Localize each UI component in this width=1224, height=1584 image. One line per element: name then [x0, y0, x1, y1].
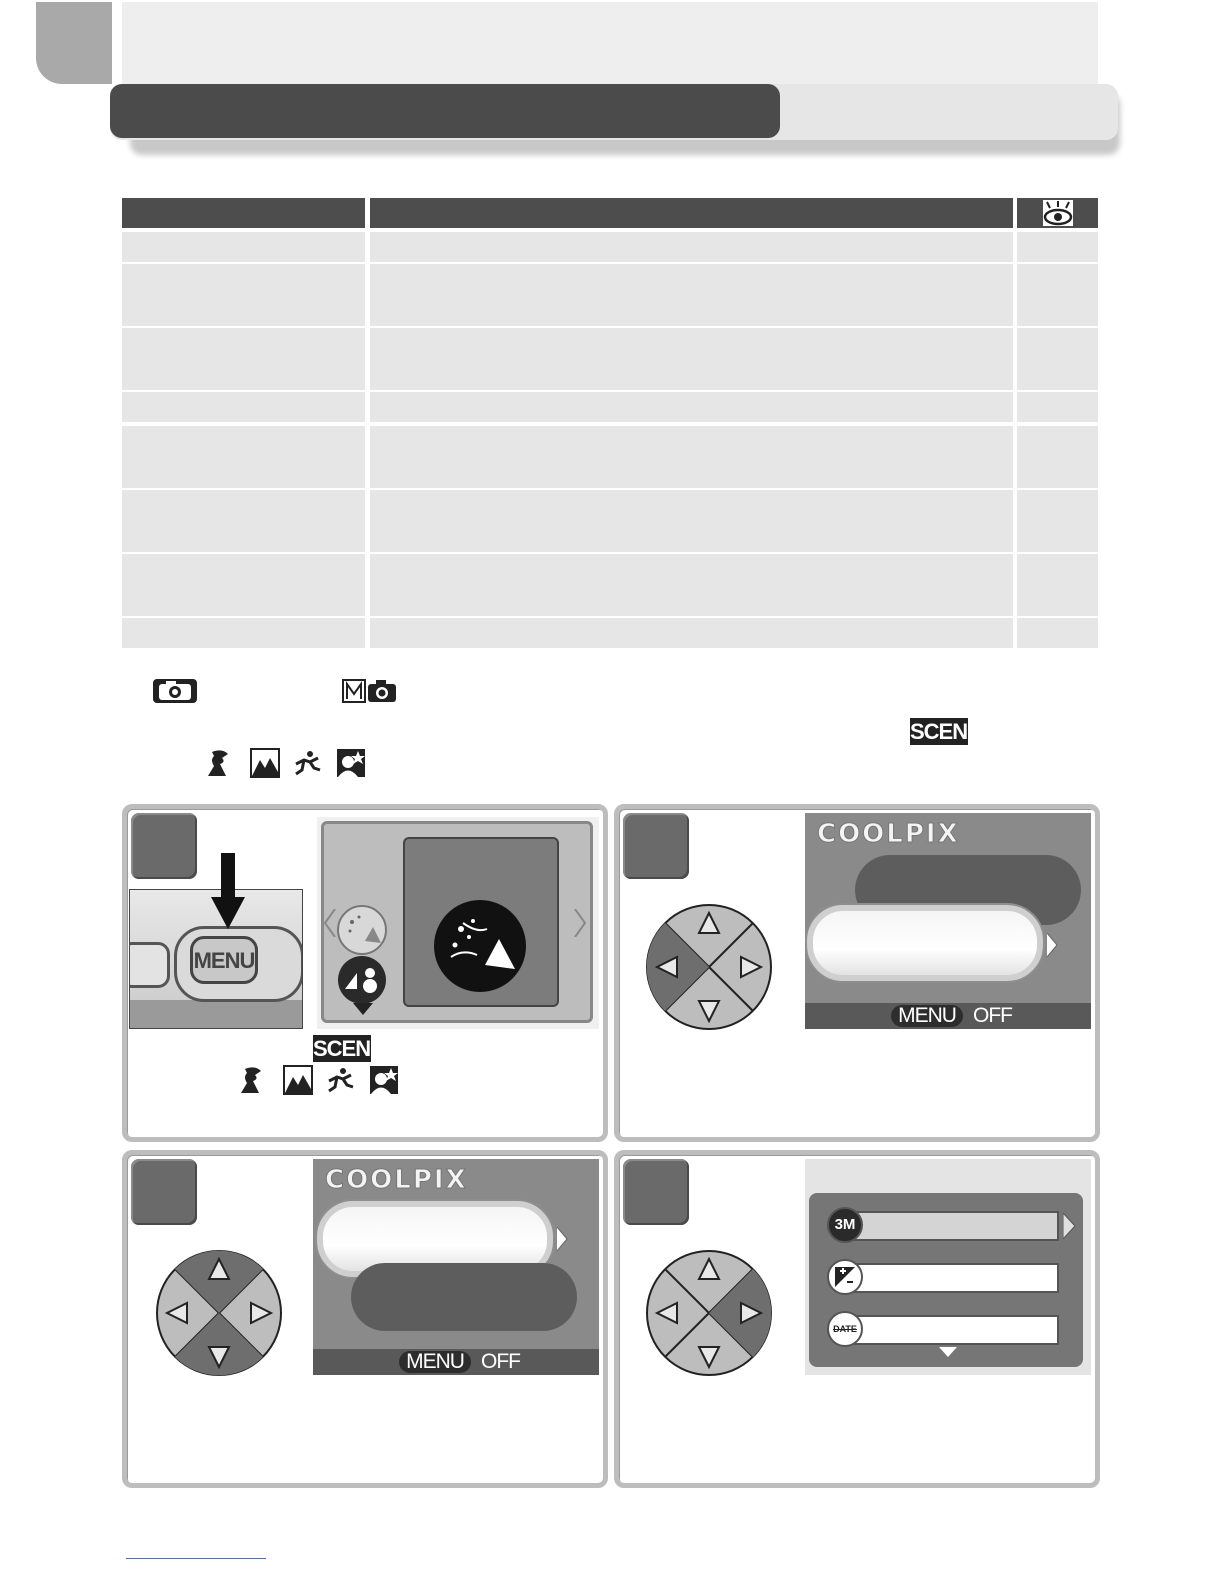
- beach-snow-icon: [337, 955, 387, 1005]
- menu-off-label: OFF: [481, 1350, 520, 1373]
- table-cell-option: [122, 232, 365, 262]
- table-cell-option: [122, 264, 365, 326]
- table-cell-description: [370, 232, 1013, 262]
- menu-item-date-imprint[interactable]: [825, 1311, 1065, 1347]
- table-cell-description: [370, 426, 1013, 488]
- image-size-icon: [827, 1207, 863, 1243]
- scroll-down-icon: [353, 1003, 373, 1015]
- camera-screen-scene: [317, 817, 599, 1029]
- table-cell-page: [1017, 232, 1098, 262]
- sports-icon: [325, 1065, 355, 1095]
- multi-selector-up-down[interactable]: [155, 1249, 283, 1377]
- table-cell-page: [1017, 490, 1098, 552]
- table-cell-option: [122, 426, 365, 488]
- step-2-panel: [614, 804, 1100, 1142]
- step-3-number: [131, 1159, 197, 1225]
- arrow-right-icon: [1063, 1213, 1075, 1239]
- auto-mode-icon: [152, 678, 198, 704]
- menu-item-icon-label: 3M: [834, 1216, 856, 1233]
- night-portrait-icon: [369, 1065, 399, 1095]
- table-row: [122, 264, 1098, 326]
- step-3-panel: [122, 1150, 608, 1488]
- menu-item-icon-label: DATE: [833, 1324, 857, 1334]
- table-cell-description: [370, 618, 1013, 648]
- table-header: [122, 198, 1098, 228]
- mode-option-lower-selected[interactable]: [807, 905, 1043, 981]
- scene-badge: SCENE: [313, 1036, 384, 1061]
- menu-item-image-size[interactable]: [825, 1207, 1065, 1243]
- arrow-right-icon: [555, 1227, 569, 1251]
- scene-icons-row: [237, 1065, 407, 1095]
- table-cell-page: [1017, 392, 1098, 422]
- menu-item-exposure-compensation[interactable]: [825, 1259, 1065, 1295]
- coolpix-logo: COOLPIX: [817, 819, 960, 849]
- screen-footer: [313, 1349, 599, 1375]
- table-cell-page: [1017, 264, 1098, 326]
- portrait-icon: [204, 748, 234, 778]
- portrait-icon: [237, 1065, 267, 1095]
- table-cell-option: [122, 328, 365, 390]
- arrow-right-icon: [573, 909, 587, 937]
- table-cell-page: [1017, 426, 1098, 488]
- night-portrait-icon: [336, 748, 366, 778]
- step-2-number: [623, 813, 689, 879]
- landscape-icon: [250, 748, 280, 778]
- table-cell-page: [1017, 618, 1098, 648]
- multi-selector-left[interactable]: [645, 903, 773, 1031]
- step-4-panel: [614, 1150, 1100, 1488]
- table-row: [122, 554, 1098, 616]
- menu-button-label: MENU: [399, 1351, 471, 1373]
- table-cell-page: [1017, 328, 1098, 390]
- table-row: [122, 232, 1098, 262]
- arrow-down-icon: [211, 853, 245, 931]
- menu-off-label: OFF: [973, 1004, 1012, 1027]
- camera-screen-menu: [805, 1159, 1091, 1375]
- camera-screen-mode: [313, 1159, 599, 1375]
- table-cell-description: [370, 328, 1013, 390]
- step-1-panel: [122, 804, 608, 1142]
- footer-rule: [126, 1558, 266, 1559]
- table-cell-description: [370, 554, 1013, 616]
- mode-button[interactable]: [129, 942, 170, 988]
- chapter-tab: [36, 2, 112, 84]
- mode-option-lower[interactable]: [351, 1263, 577, 1331]
- landscape-icon: [283, 1065, 313, 1095]
- shooting-menu-items: [825, 1207, 1083, 1357]
- table-cell-option: [122, 392, 365, 422]
- multi-selector-right[interactable]: [645, 1249, 773, 1377]
- exposure-compensation-icon: [827, 1259, 863, 1295]
- table-row: [122, 618, 1098, 648]
- table-row: [122, 392, 1098, 422]
- table-row: [122, 426, 1098, 488]
- table-cell-option: [122, 554, 365, 616]
- table-cell-description: [370, 392, 1013, 422]
- column-header-page: [1017, 198, 1098, 228]
- step-1-number: [131, 813, 197, 879]
- party-icon: [433, 899, 527, 993]
- table-cell-page: [1017, 554, 1098, 616]
- arrow-left-icon: [323, 909, 337, 937]
- menu-button[interactable]: MENU: [190, 936, 258, 984]
- page-title: [110, 84, 780, 138]
- scene-icons-row: [204, 748, 374, 778]
- scene-badge: SCENE: [910, 719, 981, 744]
- table-cell-option: [122, 490, 365, 552]
- menu-button-label: MENU: [891, 1005, 963, 1027]
- camera-screen-mode: [805, 813, 1091, 1029]
- header-band: [122, 2, 1098, 86]
- table-cell-option: [122, 618, 365, 648]
- arrow-right-icon: [1045, 933, 1059, 957]
- scroll-down-icon: [939, 1347, 957, 1357]
- coolpix-logo: COOLPIX: [325, 1165, 468, 1195]
- table-row: [122, 490, 1098, 552]
- column-header-option: [122, 198, 365, 228]
- manual-mode-icon: [342, 678, 398, 704]
- screen-footer: [805, 1003, 1091, 1029]
- table-row: [122, 328, 1098, 390]
- party-small-icon: [337, 905, 387, 955]
- table-cell-description: [370, 490, 1013, 552]
- step-4-number: [623, 1159, 689, 1225]
- column-header-description: [370, 198, 1013, 228]
- table-cell-description: [370, 264, 1013, 326]
- eye-icon: [1017, 198, 1098, 228]
- date-imprint-icon: [827, 1311, 863, 1347]
- sports-icon: [292, 748, 322, 778]
